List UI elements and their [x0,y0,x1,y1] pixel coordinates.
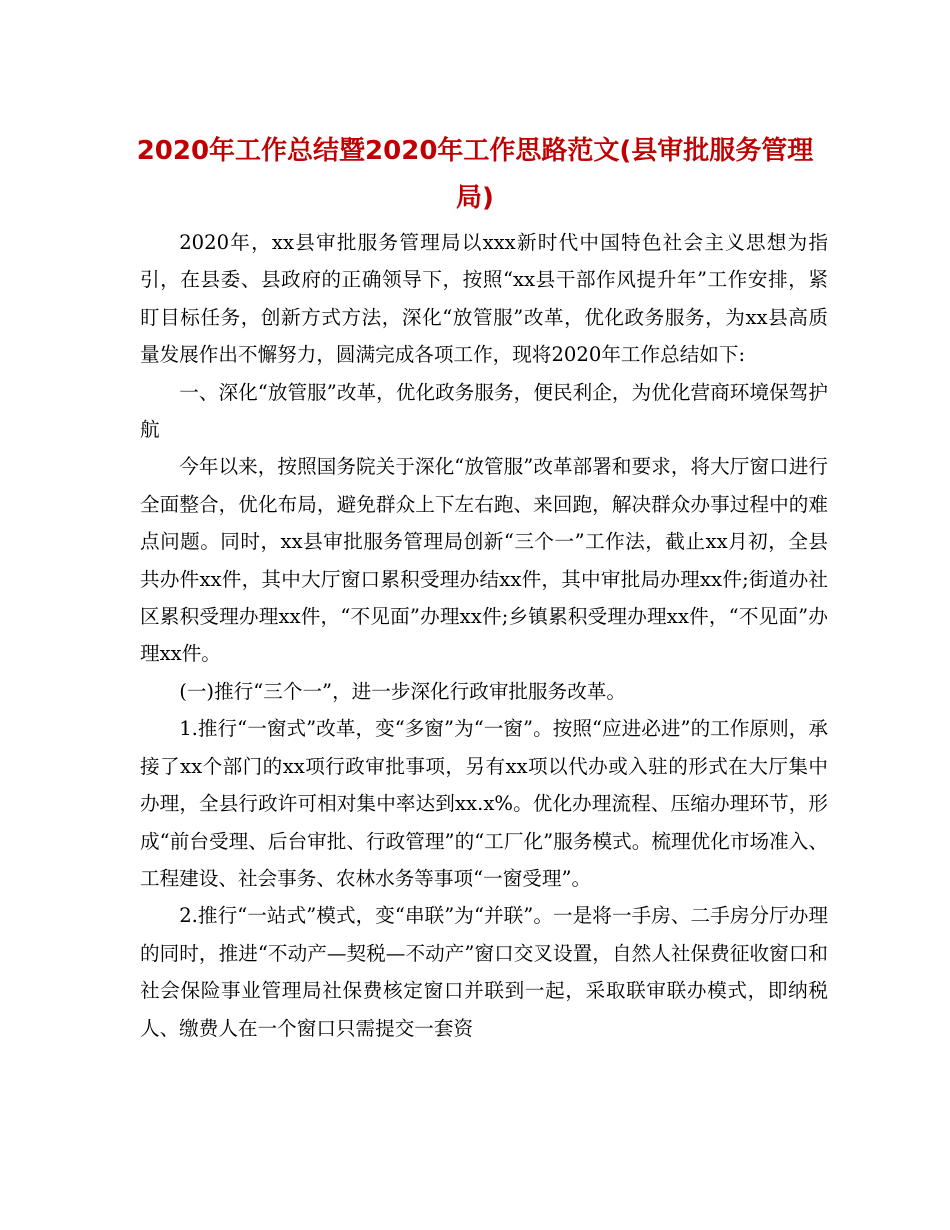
subsection-heading-1: (一)推行“三个一”，进一步深化行政审批服务改革。 [179,679,626,703]
document-body [140,224,828,1047]
paragraph-item-1: 1.推行“一窗式”改革，变“多窗”为“一窗”。按照“应进必进”的工作原则，承接了xx个部门的xx项行政审批事项，另有xx项以代办或入驻的形式在大厅集中办理，全县行政许可相对集中率达到xx.x%。优化办理流程、压缩办理环节，形成“前台受理、后台审批、行政管理”的“工厂化”服务模式。梳理优化市场准入、工程建设、社会事务、农林水务等事项“一窗受理”。 [140,717,828,890]
paragraph-overview: 今年以来，按照国务院关于深化“放管服”改革部署和要求，将大厅窗口进行全面整合，优化布局，避免群众上下左右跑、来回跑，解决群众办事过程中的难点问题。同时，xx县审批服务管理局创新“三个一”工作法，截止xx月初，全县共办件xx件，其中大厅窗口累积受理办结xx件，其中审批局办理xx件;街道办社区累积受理办理xx件，“不见面”办理xx件;乡镇累积受理办理xx件，“不见面”办理xx件。 [140,455,828,666]
document-title: 2020年工作总结暨2020年工作思路范文(县审批服务管理局) [136,136,814,213]
paragraph-item-2: 2.推行“一站式”模式，变“串联”为“并联”。一是将一手房、二手房分厅办理的同时，推进“不动产—契税—不动产”窗口交叉设置，自然人社保费征收窗口和社会保险事业管理局社保费核定窗口并联到一起，采取联审联办模式，即纳税人、缴费人在一个窗口只需提交一套资 [140,904,828,1040]
paragraph-intro: 2020年，xx县审批服务管理局以xxx新时代中国特色社会主义思想为指引，在县委、县政府的正确领导下，按照“xx县干部作风提升年”工作安排，紧盯目标任务，创新方式方法，深化“放管服”改革，优化政务服务，为xx县高质量发展作出不懈努力，圆满完成各项工作，现将2020年工作总结如下: [140,231,828,367]
section-heading-1: 一、深化“放管服”改革，优化政务服务，便民利企，为优化营商环境保驾护航 [140,380,828,442]
